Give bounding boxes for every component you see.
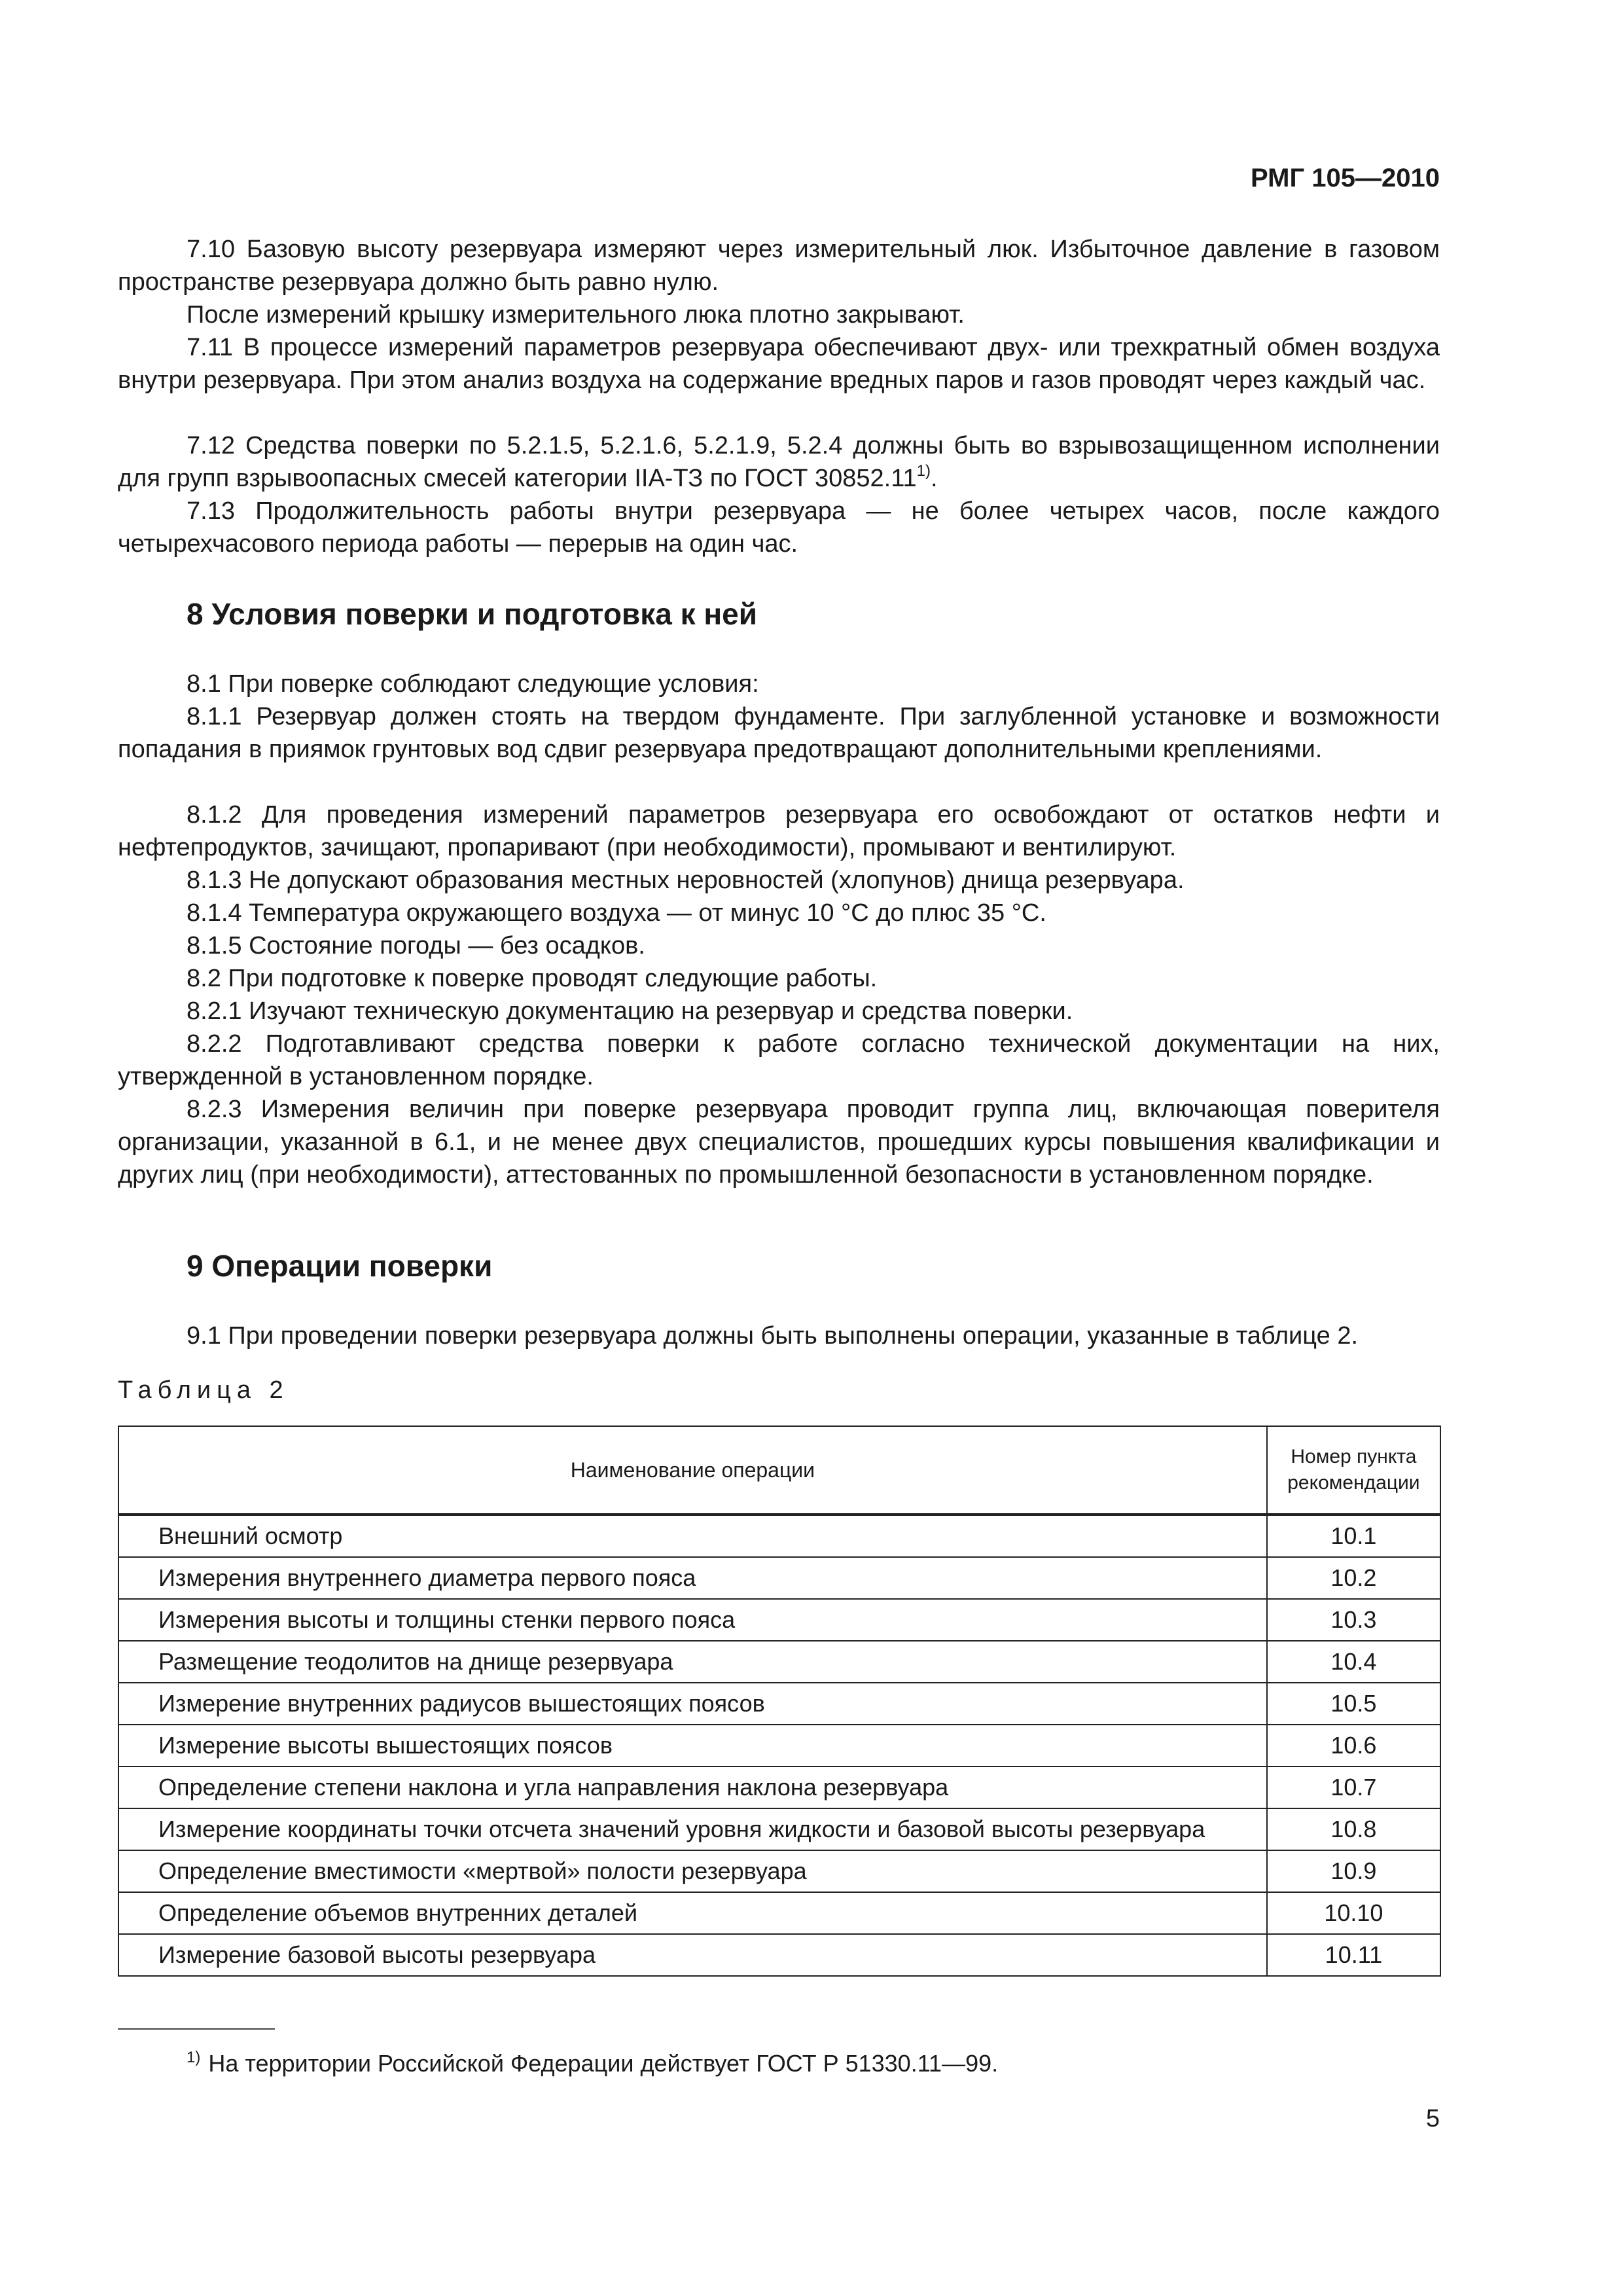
clause-number-cell: 10.5	[1267, 1683, 1440, 1725]
paragraph-8-2-1: 8.2.1 Изучают техническую документацию на резервуар и средства поверки.	[187, 997, 1073, 1025]
page-number: 5	[1425, 2105, 1440, 2132]
operation-name-cell: Измерение базовой высоты резервуара	[118, 1934, 1267, 1976]
operation-name-cell: Измерение высоты вышестоящих поясов	[118, 1725, 1267, 1767]
table-row	[118, 1767, 1440, 1808]
paragraph-7-13: 7.13 Продолжительность работы внутри резервуара — не более четырех часов, после каждого четырехчасового периода работы — перерыв на один час.	[118, 497, 1440, 558]
section-9-heading: 9 Операции поверки	[187, 1249, 493, 1283]
paragraph-8-1: 8.1 При поверке соблюдают следующие условия:	[187, 670, 759, 698]
table-row	[118, 1725, 1440, 1767]
paragraph-7-12	[118, 429, 1440, 495]
table-row	[118, 1892, 1440, 1934]
table-row	[118, 1515, 1440, 1557]
clause-number-cell: 10.4	[1267, 1641, 1440, 1683]
paragraph-8-1-2: 8.1.2 Для проведения измерений параметров резервуара его освобождают от остатков нефти и нефтепродуктов, зачищают, пропаривают (при необходимости), промывают и вентилируют.	[118, 801, 1440, 861]
table-row	[118, 1641, 1440, 1683]
document-code: РМГ 105—2010	[1251, 164, 1440, 192]
column-header-operation: Наименование операции	[118, 1426, 1267, 1515]
footnote-divider	[118, 2028, 275, 2030]
operation-name-cell: Определение вместимости «мертвой» полости резервуара	[118, 1850, 1267, 1892]
clause-number-cell: 10.11	[1267, 1934, 1440, 1976]
table-row	[118, 1808, 1440, 1850]
operation-name-cell: Измерение координаты точки отсчета значений уровня жидкости и базовой высоты резервуара	[118, 1808, 1267, 1850]
section-8-heading: 8 Условия поверки и подготовка к ней	[187, 597, 758, 631]
operation-name-cell: Определение объемов внутренних деталей	[118, 1892, 1267, 1934]
paragraph-7-10-continued: После измерений крышку измерительного люка плотно закрывают.	[187, 301, 965, 329]
paragraph-7-11: 7.11 В процессе измерений параметров резервуара обеспечивают двух- или трехкратный обмен воздуха внутри резервуара. При этом анализ воздуха на содержание вредных паров и газов проводят через каждый час.	[118, 334, 1440, 394]
clause-number-cell: 10.3	[1267, 1599, 1440, 1641]
operation-name-cell: Измерение внутренних радиусов вышестоящих поясов	[118, 1683, 1267, 1725]
operation-name-cell: Размещение теодолитов на днище резервуара	[118, 1641, 1267, 1683]
paragraph-7-12-end: .	[930, 465, 938, 492]
footnote	[187, 2049, 998, 2079]
footnote-text: На территории Российской Федерации действует ГОСТ Р 51330.11—99.	[208, 2050, 999, 2077]
paragraph-7-12-text: 7.12 Средства поверки по 5.2.1.5, 5.2.1.6, 5.2.1.9, 5.2.4 должны быть во взрывозащищенном исполнении для групп взрывоопасных смесей категории IIA-ТЗ по ГОСТ 30852.11	[118, 432, 1440, 492]
paragraph-8-1-5: 8.1.5 Состояние погоды — без осадков.	[187, 932, 645, 960]
operation-name-cell: Определение степени наклона и угла направления наклона резервуара	[118, 1767, 1267, 1808]
clause-number-cell: 10.8	[1267, 1808, 1440, 1850]
paragraph-9-1: 9.1 При проведении поверки резервуара должны быть выполнены операции, указанные в таблице 2.	[187, 1322, 1359, 1350]
operations-table	[118, 1426, 1441, 1977]
clause-number-cell: 10.1	[1267, 1515, 1440, 1557]
table-row	[118, 1850, 1440, 1892]
paragraph-8-1-3: 8.1.3 Не допускают образования местных неровностей (хлопунов) днища резервуара.	[187, 867, 1185, 894]
paragraph-8-1-4: 8.1.4 Температура окружающего воздуха — от минус 10 °С до плюс 35 °С.	[187, 899, 1046, 927]
clause-number-cell: 10.6	[1267, 1725, 1440, 1767]
table-row	[118, 1557, 1440, 1599]
paragraph-8-1-1: 8.1.1 Резервуар должен стоять на твердом фундаменте. При заглубленной установке и возможности попадания в приямок грунтовых вод сдвиг резервуара предотвращают дополнительными креплениями.	[118, 703, 1440, 763]
clause-number-cell: 10.9	[1267, 1850, 1440, 1892]
document-page	[118, 0, 1440, 2296]
paragraph-8-2-2: 8.2.2 Подготавливают средства поверки к работе согласно технической документации на них, утвержденной в установленном порядке.	[118, 1030, 1440, 1090]
table-caption: Таблица 2	[118, 1376, 289, 1404]
table-row	[118, 1934, 1440, 1976]
clause-number-cell: 10.2	[1267, 1557, 1440, 1599]
table-header-row	[118, 1426, 1440, 1515]
table-row	[118, 1683, 1440, 1725]
clause-number-cell: 10.7	[1267, 1767, 1440, 1808]
clause-number-cell: 10.10	[1267, 1892, 1440, 1934]
footnote-reference: 1)	[916, 462, 931, 480]
table-row	[118, 1599, 1440, 1641]
paragraph-8-2-3: 8.2.3 Измерения величин при поверке резервуара проводит группа лиц, включающая поверителя организации, указанной в 6.1, и не менее двух специалистов, прошедших курсы повышения квалификации и других лиц (при необходимости), аттестованных по промышленной безопасности в установленном порядке.	[118, 1096, 1440, 1189]
operation-name-cell: Измерения внутреннего диаметра первого пояса	[118, 1557, 1267, 1599]
paragraph-7-10: 7.10 Базовую высоту резервуара измеряют через измерительный люк. Избыточное давление в газовом пространстве резервуара должно быть равно нулю.	[118, 236, 1440, 296]
paragraph-8-2: 8.2 При подготовке к поверке проводят следующие работы.	[187, 965, 878, 992]
operation-name-cell: Измерения высоты и толщины стенки первого пояса	[118, 1599, 1267, 1641]
footnote-marker: 1)	[187, 2049, 201, 2066]
operation-name-cell: Внешний осмотр	[118, 1515, 1267, 1557]
table-body	[118, 1515, 1440, 1976]
column-header-clause-number: Номер пункта рекомендации	[1267, 1426, 1440, 1515]
